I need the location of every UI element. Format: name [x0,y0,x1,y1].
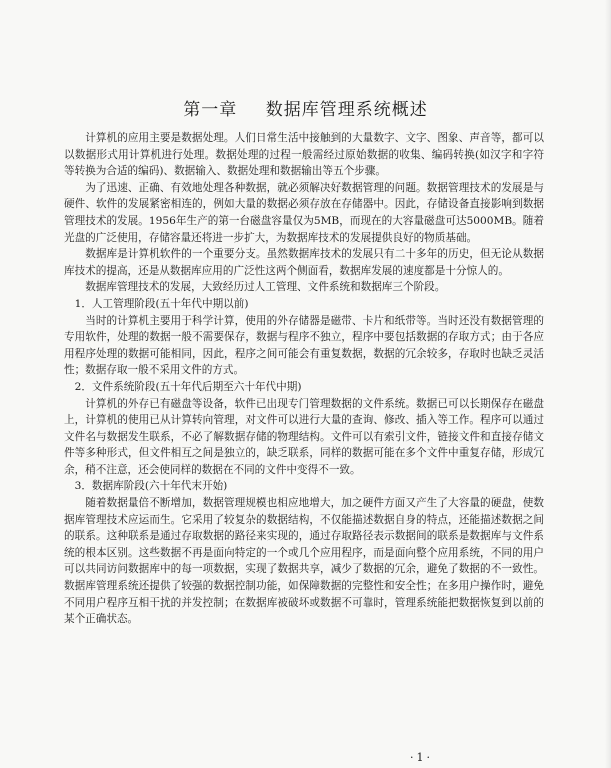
section-heading-file-system: 2．文件系统阶段(五十年代后期至六十年代中期) [74,380,302,393]
paragraph-database: 随着数据量倍不断增加，数据管理规模也相应地增大，加之硬件方面又产生了大容量的硬盘，使数据库管理技术应运而生。它采用了较复杂的数据结构，不仅能描述数据自身的特点，还能描述数据之间的联系。这种联系是通过存取数据的路径来实现的，通过存取路径表示数据间的联系是数据库与文件系统的根本区别。这些数据不再是面向特定的一个或几个应用程序，而是面向整个应用系统，不同的用户可以共同访问数据库中的每一项数据，实现了数据共享，减少了数据的冗余，避免了数据的不一致性。数据库管理系统还提供了较强的数据控制功能，如保障数据的完整性和安全性；在多用户操作时，避免不同用户程序互相干扰的并发控制；在数据库被破坏或数据不可靠时，管理系统能把数据恢复到以前的某个正确状态。 [64,497,544,626]
section-heading-database: 3．数据库阶段(六十年代末开始) [74,480,228,493]
paragraph-file-system: 计算机的外存已有磁盘等设备，软件已出现专门管理数据的文件系统。数据已可以长期保存在磁盘上，计算机的使用已从计算转向管理，对文件可以进行大量的查询、修改、插入等工作。程序可以通过文件名与数据发生联系，不必了解数据存储的物理结构。文件可以有索引文件，链接文件和直接存储文件等多种形式，但文件相互之间是独立的，缺乏联系，同样的数据可能在多个文件中重复存储，形成冗余，稍不注意，还会使同样的数据在不同的文件中变得不一致。 [64,397,544,476]
paragraph-manual: 当时的计算机主要用于科学计算，使用的外存储器是磁带、卡片和纸带等。当时还没有数据管理的专用软件，处理的数据一般不需要保存，数据与程序不独立，程序中要包括数据的存取方式；由于各应用程序处理的数据可能相同，因此，程序之间可能会有重复数据，数据的冗余较多，存取时也缺乏灵活性；数据存取一般不采用文件的方式。 [64,314,544,377]
page-number: ·1· [410,751,433,764]
paragraph-database-branch: 数据库是计算机软件的一个重要分支。虽然数据库技术的发展只有二十多年的历史，但无论从数据库技术的提高，还是从数据库应用的广泛性这两个侧面看，数据库发展的速度都是十分惊人的。 [64,248,544,277]
paragraph-data-management: 为了迅速、正确、有效地处理各种数据，就必须解决好数据管理的问题。数据管理技术的发展是与硬件、软件的发展紧密相连的，例如大量的数据必须存放在存储器中。因此，存储设备直接影响到数据管理技术的发展。1956年生产的第一台磁盘容量仅为5MB，而现在的大容量磁盘可达5000MB。随着光盘的广泛使用，存储容量还将进一步扩大，为数据库技术的发展提供良好的物质基础。 [64,181,544,244]
section-heading-manual: 1．人工管理阶段(五十年代中期以前) [74,297,249,310]
chapter-number: 第一章 [183,100,238,120]
paragraph-three-stages: 数据库管理技术的发展，大致经历过人工管理、文件系统和数据库三个阶段。 [85,281,446,294]
scan-edge-shadow [605,0,611,768]
chapter-heading [0,95,611,120]
body-text [64,130,544,628]
chapter-title: 数据库管理系统概述 [265,100,428,120]
paragraph-intro: 计算机的应用主要是数据处理。人们日常生活中接触到的大量数字、文字、图象、声音等，都可以以数据形式用计算机进行处理。数据处理的过程一般需经过原始数据的收集、编码转换(如汉字和字符等转换为合适的编码)、数据输入、数据处理和数据输出等五个步骤。 [64,132,544,178]
